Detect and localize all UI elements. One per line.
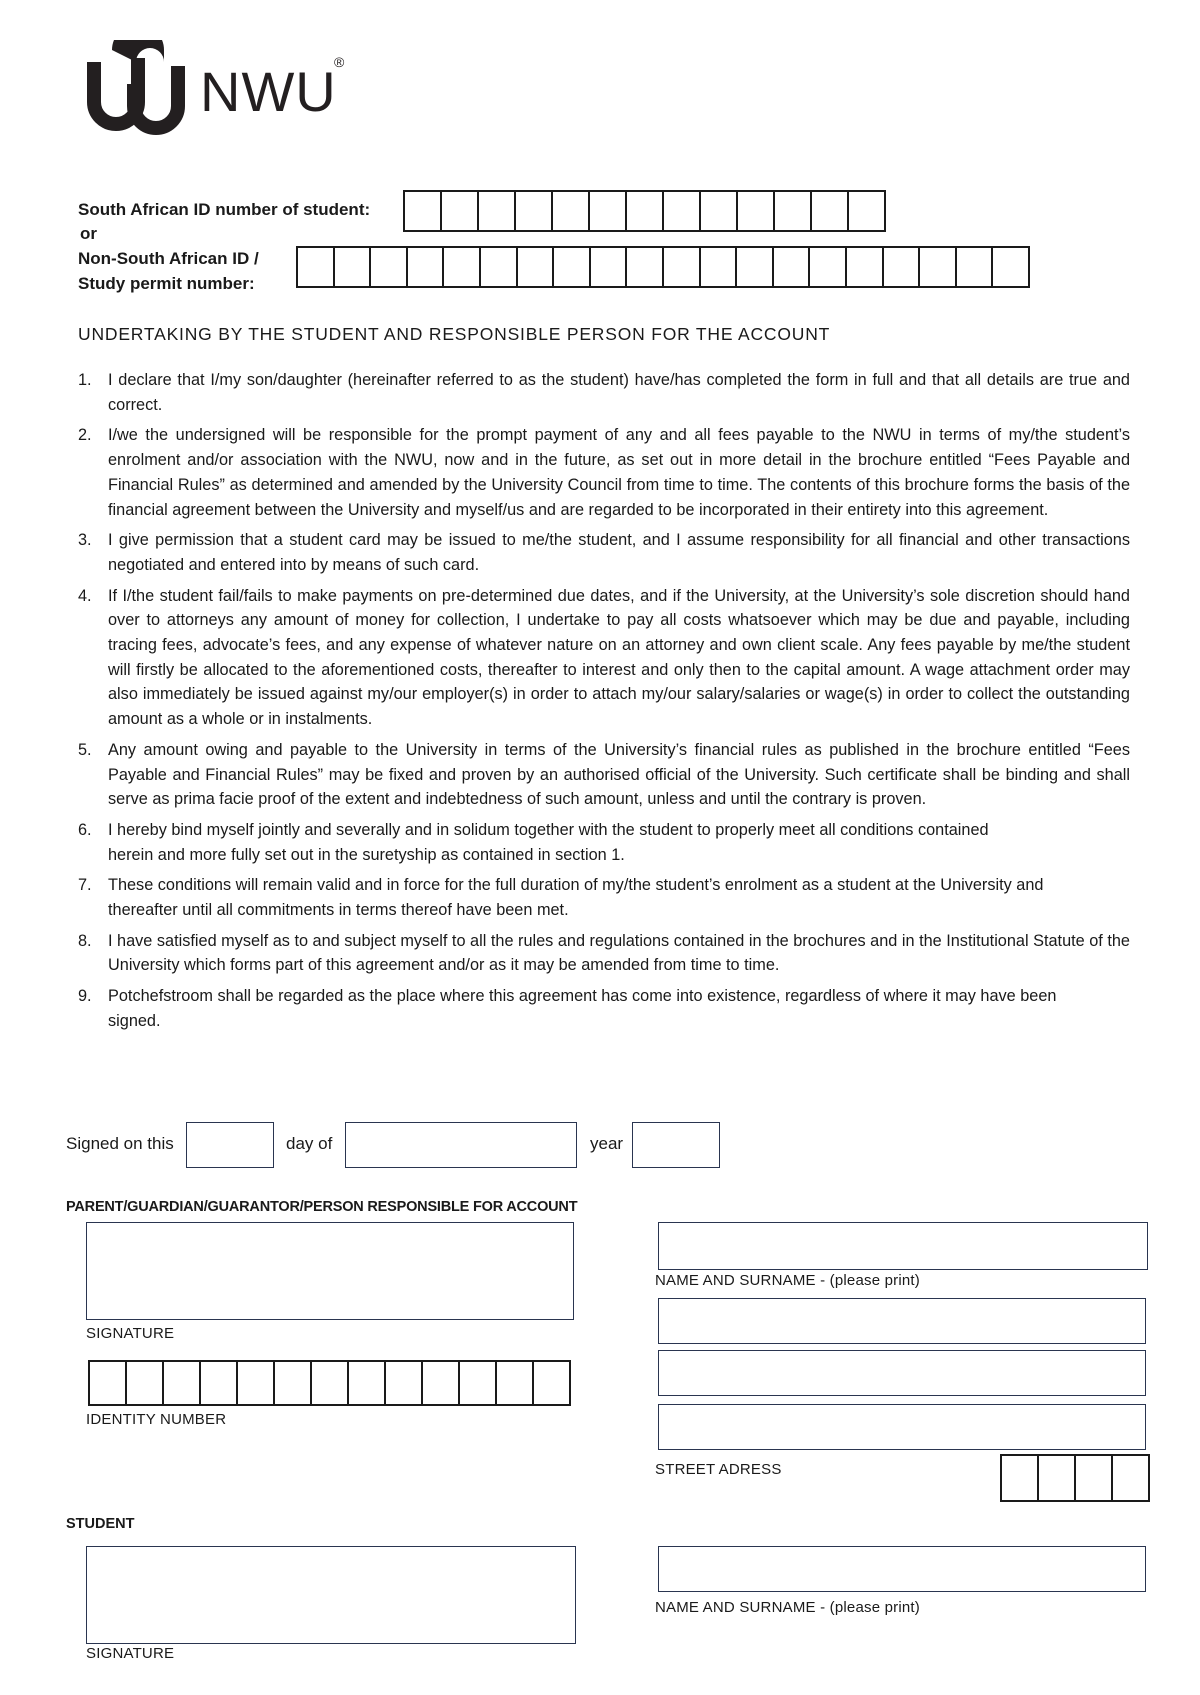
term-number: 3. [78,531,92,550]
student-signature-caption: SIGNATURE [86,1645,175,1662]
term-text: If I/the student fail/fails to make payments on pre-determined due dates, and if the University, at the University’s sole discretion should hand over to attorneys any amount of money for collection, I undertake to pay all costs whatsoever which may be due and payable, including tracing fees, advocate’s fees, and any expense of whatever nature on an attorney and own client scale. Any fees payable by me/the student will firstly be allocated to the aforementioned costs, thereafter to interest and only then to the capital amount. A wage attachment order may also immediately be issued against my/our employer(s) in order to attach my/our salary/salaries or wage(s) in order to collect the outstanding amount as a whole or in instalments. [108,586,1130,729]
term-item [78,984,1130,1033]
term-item [78,584,1130,732]
guarantor-heading: PARENT/GUARDIAN/GUARANTOR/PERSON RESPONSIBLE FOR ACCOUNT [66,1199,578,1215]
street-address-caption: STREET ADRESS [655,1461,782,1478]
term-text: I have satisfied myself as to and subject myself to all the rules and regulations contained in the brochures and in the Institutional Statute of the University which forms part of this agreement and/or as it may be amended from time to time. [108,931,1130,975]
postal-code-boxes[interactable] [1000,1454,1150,1502]
term-number: 4. [78,586,92,605]
signed-year-field[interactable] [632,1122,720,1168]
student-name-caption: NAME AND SURNAME - (please print) [655,1599,920,1616]
or-label: or [80,224,97,243]
terms-list [78,368,1130,1040]
guarantor-name-field[interactable] [658,1222,1148,1270]
term-item [78,818,1130,867]
term-number: 5. [78,740,92,759]
non-sa-id-boxes[interactable] [296,246,1032,288]
term-number: 6. [78,820,92,839]
guarantor-signature-field[interactable] [86,1222,574,1320]
day-of-label: day of [286,1134,333,1153]
term-item [78,423,1130,522]
student-name-field[interactable] [658,1546,1146,1592]
term-text: I give permission that a student card may be issued to me/the student, and I assume responsibility for all financial and other transactions negotiated and entered into by means of such card. [108,531,1130,574]
term-number: 8. [78,931,92,950]
term-text: Potchefstroom shall be regarded as the place where this agreement has come into existence, regardless of where it may have been signed. [108,987,1057,1030]
guarantor-name-caption: NAME AND SURNAME - (please print) [655,1272,920,1289]
nwu-logo [82,40,362,150]
guarantor-signature-caption: SIGNATURE [86,1325,175,1342]
term-text: I declare that I/my son/daughter (hereinafter referred to as the student) have/has completed the form in full and that all details are true and correct. [108,371,1130,414]
term-text: These conditions will remain valid and in force for the full duration of my/the student’s enrolment as a student at the University and thereafter until all commitments in terms thereof have been met. [108,876,1044,920]
term-number: 1. [78,371,92,389]
signed-on-label: Signed on this [66,1134,174,1153]
sa-id-label: South African ID number of student: [78,200,371,219]
registered-mark: ® [334,54,345,70]
term-item [78,929,1130,978]
term-text: I/we the undersigned will be responsible for the prompt payment of any and all fees payable to the NWU in terms of my/the student’s enrolment and/or association with the NWU, now and in the future, as set out in more detail in the brochure entitled “Fees Payable and Financial Rules” as determined and amended by the University Council from time to time. The contents of this brochure forms the basis of the financial agreement between the University and myself/us and are regarded to be incorporated in their entirety into this agreement. [108,426,1130,519]
guarantor-address-line-2[interactable] [658,1350,1146,1396]
term-number: 2. [78,426,92,445]
undertaking-title: UNDERTAKING BY THE STUDENT AND RESPONSIBLE PERSON FOR THE ACCOUNT [78,324,831,344]
guarantor-address-line-3[interactable] [658,1404,1146,1450]
guarantor-id-caption: IDENTITY NUMBER [86,1411,227,1428]
term-item [78,873,1130,922]
term-item [78,528,1130,577]
non-sa-id-label: Non-South African ID / [78,249,259,268]
guarantor-id-boxes[interactable] [88,1360,572,1406]
term-text: Any amount owing and payable to the University in terms of the University’s financial rules as published in the brochure entitled “Fees Payable and Financial Rules” may be fixed and proven by an authorised official of the University. Such certificate shall be binding and shall serve as prima facie proof of the extent and indebtedness of such amount, unless and until the contrary is proven. [108,740,1130,809]
guarantor-address-line-1[interactable] [658,1298,1146,1344]
term-item [78,738,1130,812]
year-label: year [590,1134,624,1153]
term-text: I hereby bind myself jointly and severally and in solidum together with the student to properly meet all conditions contained herein and more fully set out in the suretyship as contained in section 1. [108,820,989,864]
nwu-logo-mark-icon [82,40,190,146]
term-number: 7. [78,876,92,895]
term-number: 9. [78,987,92,1006]
signed-day-field[interactable] [186,1122,274,1168]
signed-month-field[interactable] [345,1122,577,1168]
nwu-wordmark: NWU [200,60,337,123]
term-item [78,368,1130,417]
student-signature-field[interactable] [86,1546,576,1644]
study-permit-label: Study permit number: [78,274,255,293]
sa-id-boxes[interactable] [403,190,887,232]
student-heading: STUDENT [66,1516,135,1532]
